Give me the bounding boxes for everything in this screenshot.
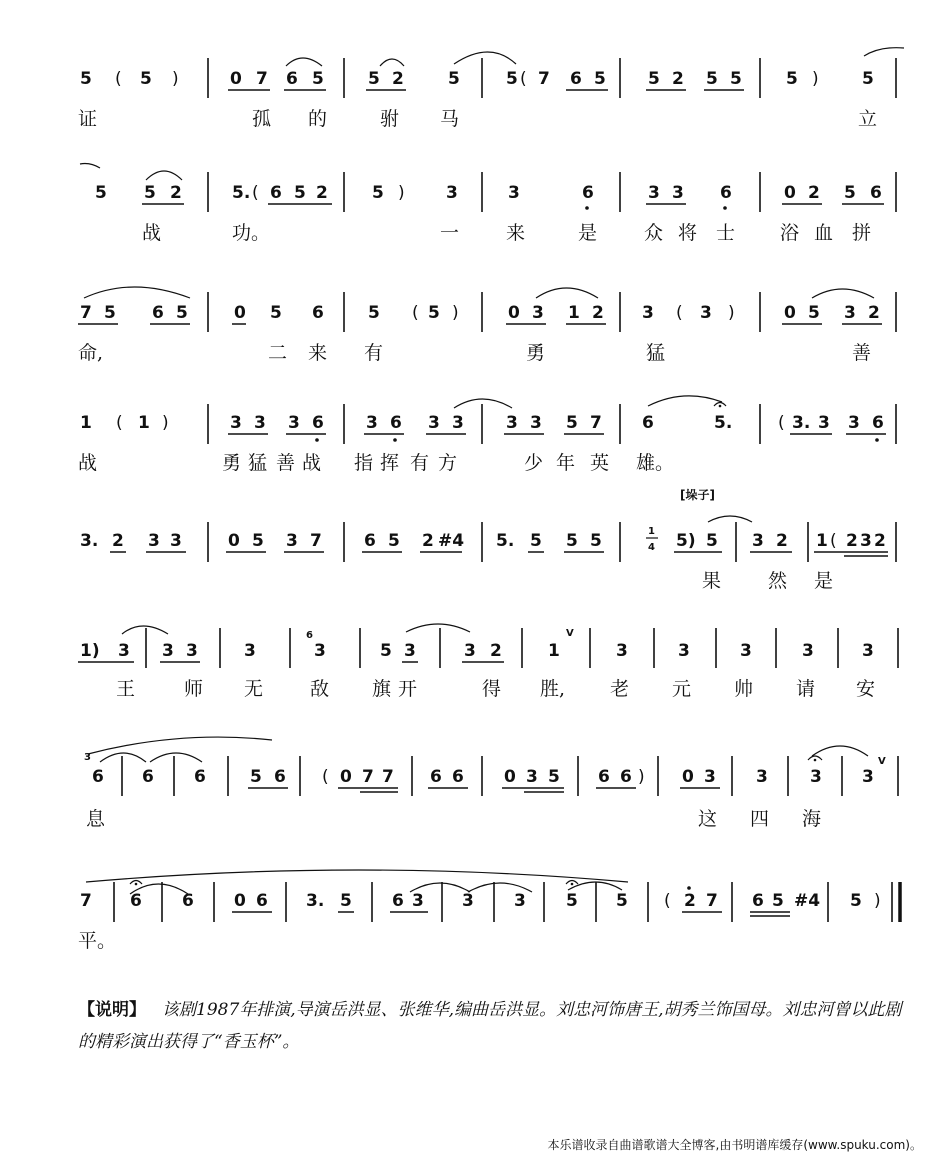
jianpu-note: 2 [112,531,124,551]
jianpu-note: 6 [430,767,442,787]
lyric-syllable: 挥 [380,452,400,474]
jianpu-note: 5 [368,69,380,89]
jianpu-note: 5 [428,303,440,323]
jianpu-note: 3. [80,531,99,551]
jianpu-note: 5 [862,69,874,89]
lyric-syllable: 猛 [646,342,666,364]
jianpu-note: 1 [816,531,828,551]
jianpu-note: 5 [388,531,400,551]
lyric-syllable: 开 [398,678,418,700]
jianpu-note: 1) [80,641,100,661]
lyric-syllable: 勇 [526,342,546,364]
jianpu-paren: ( [520,69,527,89]
jianpu-note: 3 [412,891,424,911]
lyric-syllable: 是 [814,570,834,592]
jianpu-note: 5. [714,413,733,433]
lyric-syllable: 请 [796,678,816,700]
jianpu-note: 3 [648,183,660,203]
slur [88,737,272,754]
score-system-5-notation [0,508,936,578]
jianpu-note: #4 [438,531,465,551]
lyric-syllable: 来 [308,342,328,364]
jianpu-note: 3 [404,641,416,661]
jianpu-note: #4 [794,891,821,911]
jianpu-note: 3 [286,531,298,551]
lyric-syllable: 息 [86,808,106,830]
jianpu-note: 3 [446,183,458,203]
jianpu-note: 6 [142,767,154,787]
jianpu-note: 5 [772,891,784,911]
jianpu-note: 6 [274,767,286,787]
slur [568,882,622,890]
score-system-3-notation [0,278,936,348]
jianpu-paren: ) [812,69,819,89]
lyric-syllable: 指 [354,452,374,474]
lyric-syllable: 来 [506,222,526,244]
jianpu-paren: ) [452,303,459,323]
slur [812,289,874,298]
jianpu-paren: ( [778,413,785,433]
jianpu-note: 5 [372,183,384,203]
fermata-dot [135,883,138,886]
jianpu-note: 3 [244,641,256,661]
jianpu-note: 5 [80,69,92,89]
lyric-syllable: 的 [308,108,328,130]
jianpu-note: 7 [538,69,550,89]
score-system-2 [0,160,936,290]
jianpu-note: 3 [314,641,326,661]
jianpu-note: 6 [364,531,376,551]
jianpu-note: 2 [422,531,434,551]
lyric-syllable: 师 [184,678,204,700]
jianpu-note: 5 [548,767,560,787]
jianpu-note: 5 [250,767,262,787]
time-signature-bottom: 4 [648,542,655,553]
jianpu-note: 3 [844,303,856,323]
jianpu-note: 3 [462,891,474,911]
jianpu-note: 3 [848,413,860,433]
lyric-syllable: 命, [78,342,104,364]
jianpu-note: 0 [340,767,352,787]
jianpu-note: 7 [706,891,718,911]
slur [648,396,722,406]
lyric-syllable: 士 [716,222,736,244]
lyric-syllable: 功。 [232,222,271,244]
jianpu-note: 6 [720,183,732,203]
jianpu-note: 2 [874,531,886,551]
lyric-syllable: 有 [364,342,384,364]
lyric-syllable: 海 [802,808,822,830]
fermata-dot [719,405,722,408]
lyric-syllable: 一 [440,222,460,244]
score-system-5 [0,508,936,638]
jianpu-note: 3 [366,413,378,433]
jianpu-note: 3 [254,413,266,433]
jianpu-note: 3 [862,767,874,787]
lyric-syllable: 少 [524,452,544,474]
jianpu-note: 6 [312,413,324,433]
jianpu-note: 3 [170,531,182,551]
lyric-syllable: 然 [768,570,788,592]
jianpu-note: 5 [368,303,380,323]
jianpu-note: 5 [95,183,107,203]
jianpu-paren: ( [676,303,683,323]
jianpu-note: 3 [616,641,628,661]
slur [122,626,168,634]
jianpu-note: 3 [186,641,198,661]
score-system-1-notation [0,42,936,112]
jianpu-note: 3 [700,303,712,323]
jianpu-note: 6 [598,767,610,787]
slur [454,52,516,64]
jianpu-note: 2 [170,183,182,203]
lyric-syllable: 众 [644,222,664,244]
octave-dot [315,438,319,442]
fermata-dot [814,759,817,762]
lyric-syllable: 二 [268,342,288,364]
jianpu-note: 7 [256,69,268,89]
jianpu-note: 5 [566,413,578,433]
grace-note: 3 [84,752,91,763]
octave-dot [723,206,727,210]
jianpu-note: 3 [860,531,872,551]
slur [286,58,322,66]
jianpu-note: 6 [642,413,654,433]
source-credit: 本乐谱收录自曲谱歌谱大全博客,由书明谱库缓存(www.spuku.com)。 [547,1138,922,1152]
jianpu-note: 3 [678,641,690,661]
octave-dot [687,886,691,890]
lyric-syllable: 血 [814,222,834,244]
lyric-syllable: 有 [410,452,430,474]
jianpu-note: 5 [294,183,306,203]
jianpu-note: 5 [648,69,660,89]
jianpu-note: 5 [448,69,460,89]
jianpu-note: 3 [802,641,814,661]
slur [150,753,202,762]
lyric-syllable: 无 [244,678,264,700]
jianpu-note: 6 [870,183,882,203]
jianpu-note: 7 [310,531,322,551]
jianpu-paren: ) [638,767,645,787]
jianpu-note: 5 [786,69,798,89]
slur [454,399,512,408]
jianpu-paren: ) [398,183,405,203]
lyric-syllable: 胜, [540,678,566,700]
octave-dot [875,438,879,442]
jianpu-note: 7 [590,413,602,433]
jianpu-note: 6 [620,767,632,787]
jianpu-note: 3 [428,413,440,433]
jianpu-note: 6 [194,767,206,787]
jianpu-note: 3. [792,413,811,433]
jianpu-paren: ( [412,303,419,323]
lyric-syllable: 年 [556,452,576,474]
jianpu-note: 7 [362,767,374,787]
lyric-syllable: 猛 [248,452,268,474]
jianpu-note: 6 [312,303,324,323]
lyric-syllable: 战 [302,452,322,474]
jianpu-note: 3 [704,767,716,787]
lyric-syllable: 是 [578,222,598,244]
jianpu-note: 5) [676,531,696,551]
lyric-syllable: 善 [276,452,296,474]
breath-mark: V [878,756,886,767]
jianpu-note: 0 [508,303,520,323]
jianpu-note: 6 [570,69,582,89]
jianpu-note: 3 [740,641,752,661]
jianpu-note: 3 [514,891,526,911]
jianpu-note: 2 [672,69,684,89]
slur [146,171,182,180]
jianpu-note: 5 [706,531,718,551]
slur [84,287,190,298]
jianpu-note: 2 [868,303,880,323]
jianpu-note: 0 [682,767,694,787]
jianpu-paren: ( [322,767,329,787]
jianpu-note: 5. [496,531,515,551]
lyric-syllable: 英 [590,452,610,474]
jianpu-note: 6 [286,69,298,89]
jianpu-note: 0 [784,303,796,323]
jianpu-note: 3 [452,413,464,433]
score-system-8 [0,868,936,998]
jianpu-note: 6 [752,891,764,911]
jianpu-note: 7 [80,891,92,911]
lyric-syllable: 马 [440,108,460,130]
lyric-syllable: 勇 [222,452,242,474]
jianpu-note: 1 [80,413,92,433]
jianpu-note: 3 [818,413,830,433]
slur [406,624,470,632]
lyric-syllable: 立 [858,108,878,130]
lyric-syllable: 雄。 [636,452,675,474]
jianpu-note: 7 [80,303,92,323]
jianpu-note: 3 [464,641,476,661]
jianpu-note: 5 [144,183,156,203]
lyric-syllable: 驸 [380,108,400,130]
jianpu-note: 5 [270,303,282,323]
jianpu-note: 3 [642,303,654,323]
jianpu-note: 3 [672,183,684,203]
explanation-body: 该剧1987年排演,导演岳洪显、张维华,编曲岳洪显。刘忠河饰唐王,胡秀兰饰国母。刘忠河曾以此剧的精彩演出获得了“香玉杯”。 [78,1000,902,1052]
slur [536,288,598,298]
jianpu-note: 5 [252,531,264,551]
jianpu-note: 6 [582,183,594,203]
jianpu-note: 3 [862,641,874,661]
slur [380,59,404,66]
score-system-8-notation [0,868,936,938]
fermata-dot [571,883,574,886]
lyric-syllable: 老 [610,678,630,700]
section-label-duozi: [垛子] [680,488,715,502]
lyric-syllable: 王 [116,678,136,700]
jianpu-note: 6 [92,767,104,787]
jianpu-note: 5 [616,891,628,911]
lyric-syllable: 战 [142,222,162,244]
jianpu-note: 5 [340,891,352,911]
jianpu-note: 5 [594,69,606,89]
jianpu-note: 3 [148,531,160,551]
jianpu-note: 6 [182,891,194,911]
jianpu-note: 3 [288,413,300,433]
lyric-syllable: 这 [698,808,718,830]
jianpu-note: 0 [784,183,796,203]
jianpu-note: 5 [730,69,742,89]
jianpu-note: 6 [872,413,884,433]
jianpu-note: 5 [312,69,324,89]
breath-mark: V [566,628,574,639]
jianpu-paren: ( [252,183,259,203]
lyric-syllable: 善 [852,342,872,364]
jianpu-note: 2 [846,531,858,551]
jianpu-note: 6 [390,413,402,433]
lyric-syllable: 敌 [310,678,330,700]
octave-dot [585,206,589,210]
jianpu-note: 1 [548,641,560,661]
slur [80,164,100,169]
jianpu-note: 3 [508,183,520,203]
jianpu-note: 6 [130,891,142,911]
jianpu-note: 3 [756,767,768,787]
jianpu-note: 3 [162,641,174,661]
lyric-syllable: 四 [750,808,770,830]
jianpu-note: 5 [844,183,856,203]
jianpu-paren: ) [874,891,881,911]
slur [100,753,146,762]
jianpu-note: 3 [118,641,130,661]
score-system-7 [0,736,936,866]
jianpu-paren: ( [116,413,123,433]
jianpu-note: 5 [140,69,152,89]
jianpu-note: 3 [810,767,822,787]
slur [708,516,752,522]
score-system-1 [0,42,936,172]
jianpu-note: 5 [176,303,188,323]
lyric-syllable: 平。 [78,930,117,952]
score-system-4-notation [0,392,936,462]
jianpu-note: 1 [138,413,150,433]
lyric-syllable: 方 [438,452,458,474]
lyric-syllable: 旗 [372,678,392,700]
jianpu-note: 7 [382,767,394,787]
jianpu-paren: ) [162,413,169,433]
jianpu-note: 3. [306,891,325,911]
jianpu-note: 5 [380,641,392,661]
score-system-4 [0,392,936,522]
jianpu-note: 2 [490,641,502,661]
jianpu-note: 0 [234,891,246,911]
jianpu-note: 5 [566,891,578,911]
lyric-syllable: 证 [78,108,98,130]
jianpu-note: 6 [270,183,282,203]
lyric-syllable: 孤 [252,108,272,130]
grace-note: 6 [306,630,313,641]
jianpu-note: 3 [230,413,242,433]
jianpu-note: 5 [566,531,578,551]
lyric-syllable: 浴 [780,222,800,244]
jianpu-note: 3 [530,413,542,433]
jianpu-note: 5 [530,531,542,551]
jianpu-note: 6 [152,303,164,323]
jianpu-note: 0 [228,531,240,551]
jianpu-note: 2 [776,531,788,551]
time-signature-top: 1 [648,526,655,537]
jianpu-paren: ( [830,531,837,551]
octave-dot [393,438,397,442]
lyric-syllable: 将 [678,222,698,244]
jianpu-paren: ( [115,69,122,89]
jianpu-note: 3 [532,303,544,323]
slur [86,870,628,882]
jianpu-note: 6 [452,767,464,787]
lyric-syllable: 安 [856,678,876,700]
explanation-title: 【说明】 [78,1000,146,1020]
lyric-syllable: 拼 [852,222,872,244]
jianpu-paren: ) [728,303,735,323]
jianpu-note: 2 [592,303,604,323]
jianpu-note: 6 [392,891,404,911]
jianpu-note: 5 [850,891,862,911]
jianpu-note: 2 [684,891,696,911]
score-system-7-notation [0,736,936,806]
jianpu-paren: ) [172,69,179,89]
jianpu-note: 3 [752,531,764,551]
score-system-3 [0,278,936,408]
jianpu-note: 5 [104,303,116,323]
jianpu-note: 0 [230,69,242,89]
jianpu-note: 2 [316,183,328,203]
slur [864,48,904,56]
jianpu-note: 3 [526,767,538,787]
jianpu-note: 5 [506,69,518,89]
jianpu-note: 5 [706,69,718,89]
lyric-syllable: 元 [672,678,692,700]
jianpu-note: 3 [506,413,518,433]
jianpu-note: 1 [568,303,580,323]
jianpu-note: 0 [234,303,246,323]
lyric-syllable: 果 [702,570,722,592]
lyric-syllable: 得 [482,678,502,700]
jianpu-note: 5 [590,531,602,551]
lyric-syllable: 帅 [734,678,754,700]
lyric-syllable: 战 [78,452,98,474]
jianpu-note: 5. [232,183,251,203]
jianpu-note: 6 [256,891,268,911]
jianpu-note: 2 [392,69,404,89]
jianpu-note: 0 [504,767,516,787]
jianpu-paren: ( [664,891,671,911]
explanation-note [78,994,906,1058]
jianpu-note: 5 [808,303,820,323]
jianpu-note: 2 [808,183,820,203]
score-system-6 [0,622,936,752]
slur [812,746,868,756]
